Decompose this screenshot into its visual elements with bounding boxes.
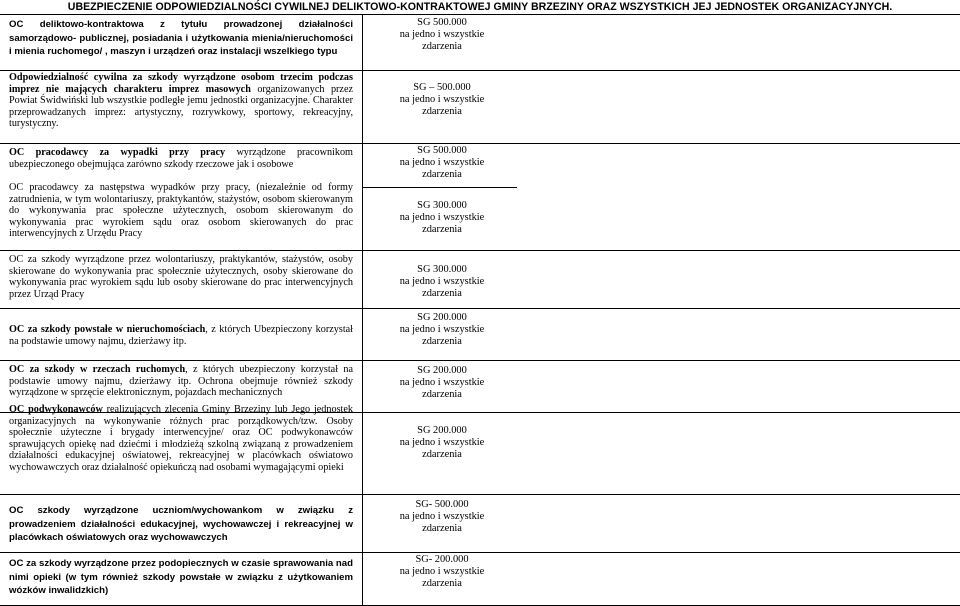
coverage-sum <box>372 554 512 589</box>
sum-scope: na jedno i wszystkie <box>399 211 485 223</box>
coverage-sum <box>372 145 512 180</box>
coverage-sum <box>372 312 512 347</box>
row-divider <box>0 70 960 71</box>
coverage-table <box>0 14 960 606</box>
document-title: UBEZPIECZENIE ODPOWIEDZIALNOŚCI CYWILNEJ DELIKTOWO-KONTRAKTOWEJ GMINY BRZEZINY ORAZ WSZYSTKICH JEJ JEDNOSTEK ORGANIZACYJNYCH. <box>67 1 893 13</box>
coverage-sum <box>372 17 512 52</box>
sum-limit: SG 500.000 <box>417 17 467 28</box>
coverage-sum <box>372 200 512 235</box>
sum-limit: SG 300.000 <box>417 264 467 275</box>
coverage-description: OC pracodawcy za następstwa wypadków przy pracy, (niezależnie od formy zatrudnienia, w tym wolontariuszy, praktykantów, stażystów, osobom skierowanym do wykonywania prac społeczne użytecznych, osobom skierowanym do wykonywania prac wyrokiem sądu oraz osobom skierowanych do prac interwencyjnych z Urzędu Pracy <box>9 182 353 240</box>
coverage-sum <box>372 264 512 299</box>
coverage-description: OC za szkody powstałe w nieruchomościach, z których Ubezpieczony korzystał na podstawie umowy najmu, dzierżawy itp. <box>9 324 353 347</box>
sum-limit: SG- 200.000 <box>415 554 469 565</box>
sum-limit: SG- 500.000 <box>415 499 469 510</box>
sum-scope: zdarzenia <box>422 40 462 52</box>
sum-limit: SG 200.000 <box>417 425 467 436</box>
row-divider <box>0 308 960 309</box>
sum-scope: zdarzenia <box>422 287 462 299</box>
sum-scope: na jedno i wszystkie <box>399 275 485 287</box>
sum-scope: na jedno i wszystkie <box>399 323 485 335</box>
coverage-sum <box>372 82 512 117</box>
row-divider <box>0 552 960 553</box>
sum-scope: zdarzenia <box>422 577 462 589</box>
sum-limit: SG 300.000 <box>417 200 467 211</box>
sum-scope: na jedno i wszystkie <box>399 565 485 577</box>
sum-scope: zdarzenia <box>422 335 462 347</box>
coverage-description: OC szkody wyrządzone uczniom/wychowankom w związku z prowadzeniem działalności edukacyjnej, wychowawczej i rekreacyjnej w placówkach oświatowych oraz wychowawczych <box>9 505 353 544</box>
sum-limit: SG 200.000 <box>417 365 467 376</box>
sum-scope: na jedno i wszystkie <box>399 376 485 388</box>
sum-scope: na jedno i wszystkie <box>399 436 485 448</box>
coverage-description: Odpowiedzialność cywilna za szkody wyrządzone osobom trzecim podczas imprez nie mających charakteru imprez masowych organizowanych przez Powiat Świdwiński lub wszystkie podległe jemu jednostki organizacyjne. Charakter przeprowadzanych imprez: artystyczny, rozrywkowy, sportowy, rekreacyjny, turystyczny. <box>9 72 353 130</box>
sum-scope: zdarzenia <box>422 223 462 235</box>
sum-scope: zdarzenia <box>422 448 462 460</box>
sum-scope: na jedno i wszystkie <box>399 510 485 522</box>
row-divider <box>0 360 960 361</box>
coverage-sum <box>372 425 512 460</box>
column-divider <box>362 14 363 606</box>
sum-scope: zdarzenia <box>422 168 462 180</box>
coverage-sum <box>372 499 512 534</box>
row-divider <box>362 187 517 188</box>
row-divider <box>0 250 960 251</box>
row-divider <box>0 494 960 495</box>
coverage-description: OC za szkody w rzeczach ruchomych, z których ubezpieczony korzystał na podstawie umowy najmu, dzierżawy itp. Ochrona obejmuje również szkody wyrządzone w sprzęcie elektronicznym, pojazdach mechanicznych <box>9 364 353 399</box>
sum-limit: SG – 500.000 <box>413 82 471 93</box>
coverage-description: OC pracodawcy za wypadki przy pracy wyrządzone pracownikom ubezpieczonego obejmująca zarówno szkody rzeczowe jak i osobowe <box>9 147 353 170</box>
sum-limit: SG 500.000 <box>417 145 467 156</box>
sum-scope: zdarzenia <box>422 522 462 534</box>
sum-scope: zdarzenia <box>422 105 462 117</box>
sum-scope: zdarzenia <box>422 388 462 400</box>
sum-limit: SG 200.000 <box>417 312 467 323</box>
coverage-description: OC deliktowo-kontraktowa z tytułu prowadzonej działalności samorządowo- publicznej, posiadania i użytkowania mienia/nieruchomości i mienia ruchomego/ , maszyn i urządzeń oraz instalacji wszelkiego typu <box>9 19 353 58</box>
coverage-description: OC za szkody wyrządzone przez wolontariuszy, praktykantów, stażystów, osoby skierowane do wykonywania prac społecznie użytecznych, osoby skierowane do wykonywania prac wyrokiem sądu lub osoby skierowane do prac interwencyjnych przez Urząd Pracy <box>9 254 353 300</box>
coverage-sum <box>372 365 512 400</box>
row-divider <box>0 14 960 15</box>
sum-scope: na jedno i wszystkie <box>399 93 485 105</box>
row-divider <box>0 143 960 144</box>
sum-scope: na jedno i wszystkie <box>399 28 485 40</box>
coverage-description: OC za szkody wyrządzone przez podopiecznych w czasie sprawowania nad nimi opieki (w tym również szkody powstałe w związku z użytkowaniem wózków inwalidzkich) <box>9 558 353 597</box>
sum-scope: na jedno i wszystkie <box>399 156 485 168</box>
coverage-description: OC podwykonawców realizujących zlecenia Gminy Brzeziny lub Jego jednostek organizacyjnych na wykonywanie różnych prac porządkowych/tzw. Osoby społecznie użyteczne i brygady interwencyjne/ oraz OC podwykonawców sprawujących opiekę nad dziećmi i młodzieżą szkolną związaną z prowadzeniem działalności edukacyjnej oświatowej, rekreacyjnej w placówkach oświatowo wychowawczych oraz działalność opiekuńczą nad osobami wymagającymi opieki <box>9 404 353 473</box>
